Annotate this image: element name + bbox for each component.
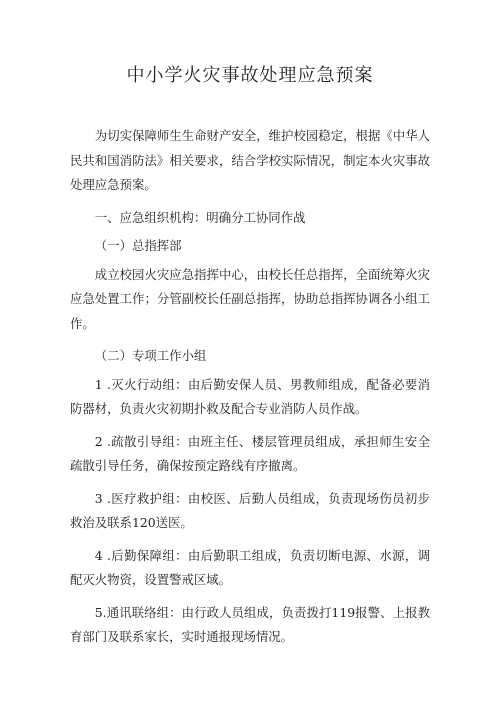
document-title: 中小学火灾事故处理应急预案 — [126, 65, 374, 86]
intro-paragraph: 为切实保障师生生命财产安全，维护校园稳定，根据《中华人民共和国消防法》相关要求，结合学校实际情况，制定本火灾事故处理应急预案。 — [70, 128, 430, 192]
subsection-heading-teams: （二）专项工作小组 — [94, 348, 207, 363]
command-paragraph: 成立校园火灾应急指挥中心，由校长任总指挥，全面统筹火灾应急处置工作；分管副校长任副总指挥，协助总指挥协调各小组工作。 — [70, 266, 430, 331]
team-item-evacuation: 2 .疏散引导组：由班主任、楼层管理员组成，承担师生安全疏散引导任务，确保按预定路线有序撤离。 — [70, 433, 430, 473]
team-item-communication: 5.通讯联络组：由行政人员组成，负责拨打119报警、上报教育部门及联系家长，实时通报现场情况。 — [70, 604, 430, 644]
team-item-firefighting: 1 .灭火行动组：由后勤安保人员、男教师组成，配备必要消防器材，负责火灾初期扑救及配合专业消防人员作战。 — [70, 376, 430, 416]
section-heading-organization: 一、应急组织机构：明确分工协同作战 — [94, 209, 306, 225]
subsection-heading-command: （一）总指挥部 — [94, 238, 182, 253]
team-item-medical: 3 .医疗救护组：由校医、后勤人员组成，负责现场伤员初步救治及联系120送医。 — [70, 490, 430, 530]
team-item-logistics: 4 .后勤保障组：由后勤职工组成，负责切断电源、水源，调配灭火物资，设置警戒区域。 — [70, 547, 430, 587]
